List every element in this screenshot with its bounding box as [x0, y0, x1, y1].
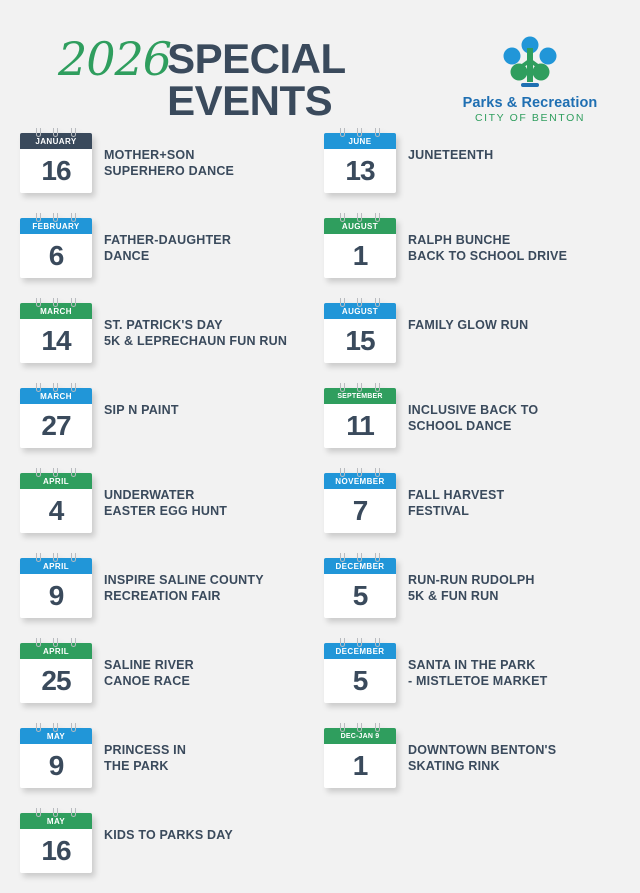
calendar-ring — [357, 128, 362, 137]
calendar-month-label: AUGUST — [324, 303, 396, 319]
calendar-day-number: 11 — [346, 410, 374, 441]
calendar-ring — [357, 298, 362, 307]
event-title — [408, 128, 493, 164]
calendar-ring — [36, 298, 41, 307]
calendar-month-label: MAY — [20, 813, 92, 829]
calendar-ring — [53, 298, 58, 307]
calendar-icon — [20, 213, 92, 279]
event-title-line: SANTA IN THE PARK — [408, 658, 536, 672]
calendar-rings — [324, 638, 396, 646]
calendar-ring — [36, 553, 41, 562]
calendar-ring — [71, 383, 76, 392]
calendar-ring — [71, 808, 76, 817]
calendar-ring — [340, 298, 345, 307]
event-item[interactable] — [324, 298, 614, 383]
calendar-month-label: JUNE — [324, 133, 396, 149]
calendar-ring — [36, 723, 41, 732]
event-item[interactable] — [324, 723, 614, 808]
calendar-day-number: 5 — [352, 580, 368, 611]
event-title — [104, 553, 264, 604]
calendar-month-label: AUGUST — [324, 218, 396, 234]
event-title — [408, 553, 535, 604]
calendar-ring — [36, 638, 41, 647]
calendar-day-number: 13 — [345, 155, 375, 186]
calendar-rings — [20, 808, 92, 816]
calendar-ring — [357, 723, 362, 732]
calendar-rings — [324, 468, 396, 476]
event-title — [104, 638, 194, 689]
event-title-line: MOTHER+SON — [104, 148, 195, 162]
event-item[interactable] — [20, 638, 310, 723]
calendar-day-box — [20, 319, 92, 363]
calendar-icon — [324, 128, 396, 194]
calendar-icon — [20, 383, 92, 449]
calendar-ring — [53, 383, 58, 392]
calendar-ring — [375, 383, 380, 392]
event-title — [104, 383, 179, 419]
calendar-icon — [20, 638, 92, 704]
calendar-ring — [375, 723, 380, 732]
parks-tree-logo-icon — [499, 36, 561, 92]
calendar-day-box — [324, 404, 396, 448]
calendar-ring — [340, 213, 345, 222]
calendar-day-box — [20, 659, 92, 703]
event-title — [104, 808, 233, 844]
event-item[interactable] — [20, 298, 310, 383]
calendar-ring — [375, 298, 380, 307]
event-item[interactable] — [20, 128, 310, 213]
event-title-line: UNDERWATER — [104, 488, 195, 502]
calendar-icon — [20, 468, 92, 534]
event-title — [104, 298, 287, 349]
calendar-ring — [71, 468, 76, 477]
event-title — [408, 638, 547, 689]
calendar-ring — [53, 638, 58, 647]
event-title-line: RECREATION FAIR — [104, 588, 221, 603]
calendar-day-box — [324, 234, 396, 278]
calendar-icon — [324, 468, 396, 534]
logo-name: Parks & Recreation — [462, 95, 598, 111]
calendar-ring — [375, 213, 380, 222]
calendar-day-box — [324, 659, 396, 703]
calendar-day-box — [20, 149, 92, 193]
calendar-ring — [357, 553, 362, 562]
event-title-line: SCHOOL DANCE — [408, 418, 512, 433]
logo-subtitle: CITY OF BENTON — [474, 112, 586, 124]
calendar-day-box — [20, 489, 92, 533]
event-title-line: - MISTLETOE MARKET — [408, 673, 548, 688]
page-header — [0, 0, 640, 124]
calendar-day-box — [20, 829, 92, 873]
calendar-day-box — [324, 319, 396, 363]
calendar-ring — [375, 638, 380, 647]
calendar-icon — [324, 553, 396, 619]
calendar-day-number: 9 — [48, 750, 64, 781]
calendar-ring — [340, 553, 345, 562]
calendar-ring — [71, 638, 76, 647]
calendar-rings — [20, 468, 92, 476]
event-title-line: DANCE — [104, 248, 150, 263]
event-title-line: RUN-RUN RUDOLPH — [408, 573, 535, 587]
calendar-ring — [71, 128, 76, 137]
event-title — [408, 468, 504, 519]
calendar-day-number: 27 — [41, 410, 71, 441]
event-title-line: 5K & LEPRECHAUN FUN RUN — [104, 333, 288, 348]
calendar-day-number: 14 — [41, 325, 71, 356]
event-title — [408, 383, 538, 434]
event-item[interactable] — [20, 723, 310, 808]
event-item[interactable] — [20, 383, 310, 468]
calendar-ring — [375, 468, 380, 477]
calendar-month-label: MARCH — [20, 388, 92, 404]
calendar-month-label: DECEMBER — [324, 558, 396, 574]
calendar-day-number: 16 — [41, 155, 71, 186]
calendar-rings — [324, 383, 396, 391]
calendar-day-number: 25 — [41, 665, 71, 696]
events-columns — [0, 120, 640, 893]
calendar-day-box — [20, 744, 92, 788]
calendar-icon — [20, 723, 92, 789]
calendar-ring — [375, 128, 380, 137]
calendar-icon — [20, 128, 92, 194]
year-label: 2026 — [58, 32, 172, 86]
calendar-ring — [340, 128, 345, 137]
calendar-ring — [53, 553, 58, 562]
calendar-icon — [324, 383, 396, 449]
calendar-icon — [20, 808, 92, 874]
event-title-line: PRINCESS IN — [104, 743, 187, 757]
calendar-ring — [340, 383, 345, 392]
calendar-month-label: MARCH — [20, 303, 92, 319]
event-title-line: KIDS TO PARKS DAY — [104, 828, 233, 842]
calendar-icon — [20, 553, 92, 619]
calendar-icon — [20, 298, 92, 364]
calendar-ring — [340, 468, 345, 477]
calendar-rings — [20, 213, 92, 221]
calendar-month-label: APRIL — [20, 473, 92, 489]
event-title-line: JUNETEENTH — [408, 148, 494, 162]
calendar-day-number: 4 — [48, 495, 64, 526]
event-item[interactable] — [324, 638, 614, 723]
event-title-line: SUPERHERO DANCE — [104, 163, 235, 178]
calendar-ring — [36, 213, 41, 222]
event-title — [408, 723, 556, 774]
calendar-month-label: JANUARY — [20, 133, 92, 149]
calendar-ring — [36, 808, 41, 817]
calendar-ring — [357, 638, 362, 647]
event-title-line: FATHER-DAUGHTER — [104, 233, 232, 247]
calendar-rings — [324, 723, 396, 731]
calendar-icon — [324, 638, 396, 704]
event-title-line: RALPH BUNCHE — [408, 233, 511, 247]
calendar-day-number: 16 — [41, 835, 71, 866]
event-title-line: CANOE RACE — [104, 673, 191, 688]
calendar-ring — [36, 383, 41, 392]
calendar-month-label: APRIL — [20, 558, 92, 574]
calendar-month-label: APRIL — [20, 643, 92, 659]
event-title-line: INSPIRE SALINE COUNTY — [104, 573, 264, 587]
calendar-rings — [20, 638, 92, 646]
calendar-day-number: 9 — [48, 580, 64, 611]
calendar-day-box — [324, 149, 396, 193]
calendar-ring — [357, 468, 362, 477]
event-title-line: EASTER EGG HUNT — [104, 503, 228, 518]
calendar-day-number: 5 — [352, 665, 368, 696]
calendar-ring — [340, 638, 345, 647]
calendar-day-number: 7 — [352, 495, 368, 526]
event-title — [104, 723, 186, 774]
calendar-day-box — [20, 404, 92, 448]
calendar-ring — [53, 468, 58, 477]
title-label: SPECIAL EVENTS — [167, 35, 345, 124]
event-title-line: SKATING RINK — [408, 758, 500, 773]
calendar-rings — [20, 723, 92, 731]
calendar-rings — [324, 213, 396, 221]
event-item[interactable] — [324, 468, 614, 553]
calendar-rings — [20, 553, 92, 561]
event-title-line: BACK TO SCHOOL DRIVE — [408, 248, 568, 263]
event-title-line: INCLUSIVE BACK TO — [408, 403, 539, 417]
calendar-ring — [357, 213, 362, 222]
calendar-ring — [71, 213, 76, 222]
calendar-day-number: 15 — [345, 325, 375, 356]
event-title — [408, 298, 528, 334]
event-title — [408, 213, 567, 264]
calendar-rings — [20, 298, 92, 306]
event-title-line: SALINE RIVER — [104, 658, 194, 672]
calendar-day-number: 1 — [352, 240, 368, 271]
calendar-month-label: NOVEMBER — [324, 473, 396, 489]
calendar-day-number: 1 — [352, 750, 368, 781]
calendar-ring — [53, 128, 58, 137]
calendar-ring — [53, 213, 58, 222]
calendar-ring — [53, 808, 58, 817]
calendar-icon — [324, 213, 396, 279]
calendar-rings — [324, 128, 396, 136]
calendar-ring — [357, 383, 362, 392]
event-title-line: FALL HARVEST — [408, 488, 505, 502]
calendar-day-box — [324, 744, 396, 788]
calendar-rings — [20, 383, 92, 391]
calendar-icon — [324, 298, 396, 364]
event-item[interactable] — [324, 213, 614, 298]
logo — [450, 34, 610, 124]
calendar-ring — [340, 723, 345, 732]
calendar-day-box — [20, 574, 92, 618]
event-title — [104, 468, 227, 519]
events-column-right — [324, 128, 614, 893]
event-item[interactable] — [20, 213, 310, 298]
calendar-ring — [36, 128, 41, 137]
event-title-line: FAMILY GLOW RUN — [408, 318, 529, 332]
event-title-line: THE PARK — [104, 758, 169, 773]
calendar-ring — [71, 553, 76, 562]
event-title-line: 5K & FUN RUN — [408, 588, 499, 603]
event-item[interactable] — [20, 553, 310, 638]
event-title — [104, 128, 234, 179]
calendar-rings — [324, 553, 396, 561]
events-column-left — [20, 128, 310, 893]
calendar-icon — [324, 723, 396, 789]
event-title-line: ST. PATRICK'S DAY — [104, 318, 223, 332]
event-title-line: DOWNTOWN BENTON'S — [408, 743, 557, 757]
calendar-ring — [375, 553, 380, 562]
calendar-month-label: FEBRUARY — [20, 218, 92, 234]
calendar-month-label: DEC-JAN 9 — [324, 728, 396, 744]
calendar-ring — [53, 723, 58, 732]
event-title — [104, 213, 231, 264]
calendar-rings — [20, 128, 92, 136]
event-item[interactable] — [20, 468, 310, 553]
calendar-month-label: DECEMBER — [324, 643, 396, 659]
event-item[interactable] — [324, 553, 614, 638]
calendar-month-label: SEPTEMBER — [324, 388, 396, 404]
calendar-ring — [36, 468, 41, 477]
calendar-rings — [324, 298, 396, 306]
event-title-line: SIP N PAINT — [104, 403, 179, 417]
calendar-ring — [71, 298, 76, 307]
event-item[interactable] — [324, 128, 614, 213]
event-title-line: FESTIVAL — [408, 503, 470, 518]
calendar-day-number: 6 — [48, 240, 64, 271]
calendar-month-label: MAY — [20, 728, 92, 744]
calendar-day-box — [324, 489, 396, 533]
page-title — [58, 34, 450, 122]
calendar-day-box — [20, 234, 92, 278]
event-item[interactable] — [324, 383, 614, 468]
calendar-ring — [71, 723, 76, 732]
calendar-day-box — [324, 574, 396, 618]
event-item[interactable] — [20, 808, 310, 893]
